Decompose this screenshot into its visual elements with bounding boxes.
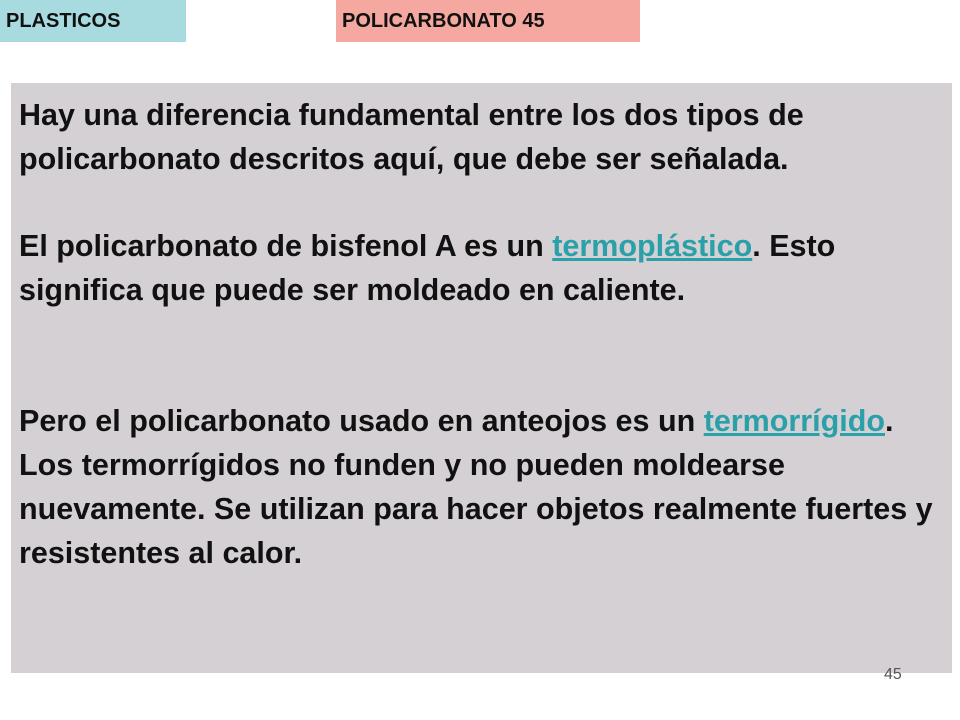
topic-tag-policarbonato: POLICARBONATO 45 [336, 0, 640, 42]
content-panel [11, 83, 952, 673]
paragraph-intro: Hay una diferencia fundamental entre los dos tipos de policarbonato descritos aquí, que debe ser señalada. [19, 98, 804, 176]
paragraph-termorrigido [19, 399, 944, 575]
paragraph-spacer [19, 181, 944, 224]
section-tag-plasticos: PLASTICOS [0, 0, 186, 42]
paragraph-text: . Esto significa que puede ser moldeado en caliente. [19, 229, 836, 307]
termoplastico-link[interactable]: termoplástico [552, 229, 753, 263]
paragraph-spacer [19, 312, 944, 399]
paragraph-text: El policarbonato de bisfenol A es un [19, 229, 553, 263]
page-number: 45 [884, 666, 902, 683]
paragraph-text: . Los termorrígidos no funden y no pueden moldearse nuevamente. Se utilizan para hacer objetos realmente fuertes y resistentes al calor. [19, 404, 933, 570]
paragraph-text: Pero el policarbonato usado en anteojos es un [19, 404, 704, 438]
paragraph-termoplastico [19, 224, 944, 312]
termorrigido-link[interactable]: termorrígido [703, 404, 886, 438]
